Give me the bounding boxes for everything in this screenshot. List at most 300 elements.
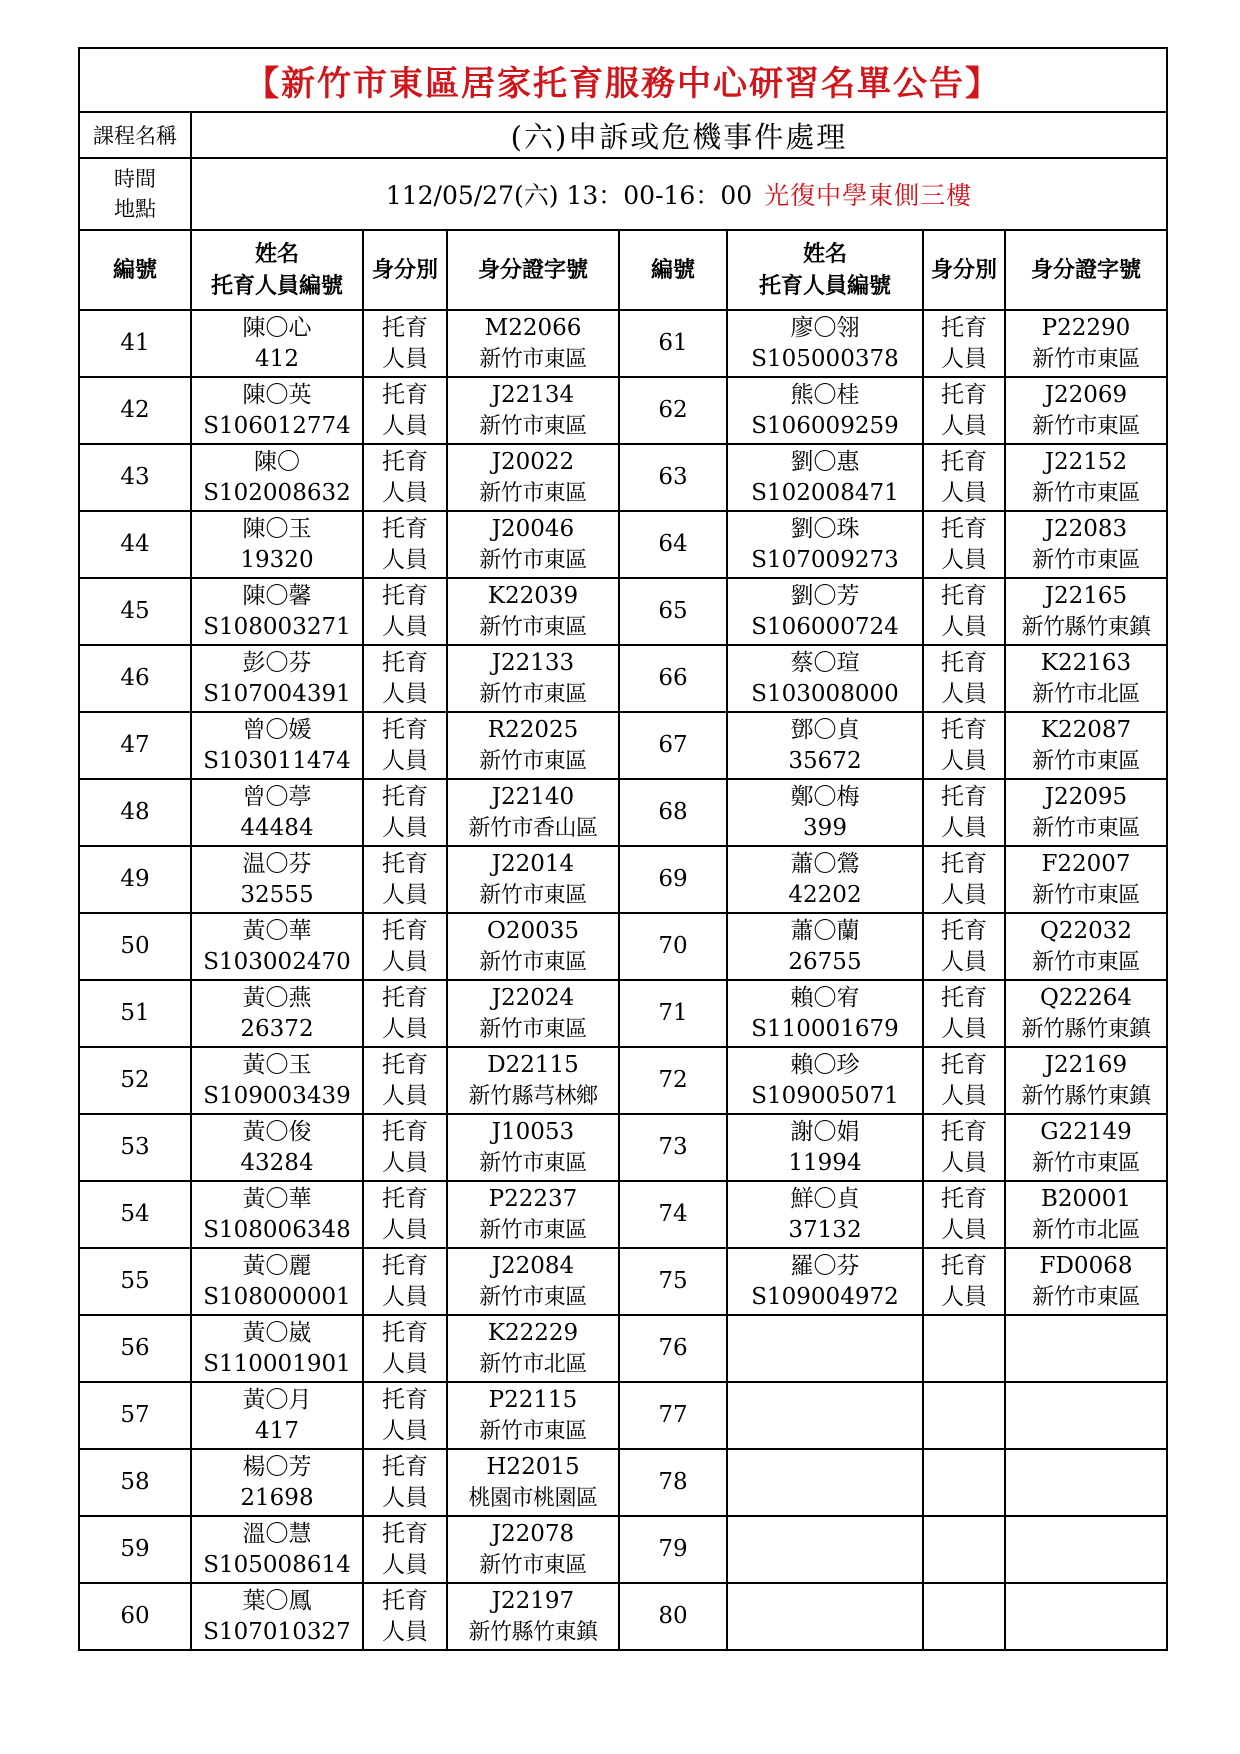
schedule-label (79, 158, 191, 230)
entry-name-name: 賴〇珍 (790, 1051, 860, 1078)
entry-number (619, 1315, 727, 1382)
entry-role-role1: 托育 (382, 381, 428, 408)
entry-number-no: 65 (658, 598, 688, 624)
entry-name-name: 葉〇鳳 (242, 1587, 312, 1614)
entry-id-id: M22066 (484, 314, 582, 341)
entry-id-id: J20046 (491, 515, 575, 542)
entry-role (363, 1382, 447, 1449)
entry-id (447, 1047, 619, 1114)
entry-id-id: J22134 (491, 381, 575, 408)
entry-name-code: 26372 (240, 1015, 314, 1042)
entry-role-role2: 人員 (941, 613, 987, 640)
entry-name-code: 35672 (788, 747, 862, 774)
entry-number-no: 72 (658, 1067, 688, 1093)
entry-role (363, 377, 447, 444)
entry-name (727, 1516, 923, 1583)
entry-role-role1: 托育 (941, 649, 987, 676)
entry-role-role1: 托育 (382, 448, 428, 475)
table-row (79, 913, 1167, 980)
page-title: 【新竹市東區居家托育服務中心研習名單公告】 (79, 48, 1167, 112)
table-row (79, 712, 1167, 779)
entry-role (923, 377, 1005, 444)
table-row (79, 1047, 1167, 1114)
table-row (79, 1382, 1167, 1449)
entry-role-role2: 人員 (941, 881, 987, 908)
entry-role-role1: 托育 (941, 984, 987, 1011)
entry-role-role1: 托育 (941, 917, 987, 944)
entry-id-area: 新竹縣竹東鎮 (468, 1619, 598, 1645)
entry-role (923, 913, 1005, 980)
entry-number-no: 53 (120, 1134, 150, 1160)
entry-number (79, 712, 191, 779)
entry-id-area: 桃園市桃園區 (468, 1485, 598, 1511)
entry-number (619, 1181, 727, 1248)
entry-id-area: 新竹市東區 (479, 1284, 587, 1310)
entry-name-name: 蕭〇鶯 (790, 850, 860, 877)
entry-id-area: 新竹市東區 (479, 681, 587, 707)
entry-role (363, 1516, 447, 1583)
entry-number-no: 66 (658, 665, 688, 691)
entry-name-name: 黃〇玉 (242, 1051, 312, 1078)
entry-name-name: 廖〇翎 (790, 314, 860, 341)
entry-id-area: 新竹市東區 (1032, 882, 1140, 908)
entry-id-area: 新竹市東區 (479, 1217, 587, 1243)
entry-id (447, 913, 619, 980)
entry-name-code: S107009273 (751, 546, 899, 573)
entry-id-area: 新竹市東區 (479, 748, 587, 774)
entry-name-code: 11994 (788, 1149, 862, 1176)
entry-name-name: 黃〇月 (242, 1386, 312, 1413)
entry-name-code: S108000001 (203, 1283, 351, 1310)
entry-name (191, 310, 363, 377)
entry-name-code: S109004972 (751, 1283, 899, 1310)
entry-role-role2: 人員 (382, 1015, 428, 1042)
entry-role-role2: 人員 (941, 1283, 987, 1310)
header-no: 編號 (79, 230, 191, 310)
entry-name (191, 511, 363, 578)
entry-number (619, 645, 727, 712)
entry-name (727, 1583, 923, 1650)
entry-name-name: 黃〇俊 (242, 1118, 312, 1145)
entry-id-area: 新竹市東區 (479, 1016, 587, 1042)
entry-id (1005, 1449, 1167, 1516)
entry-id (1005, 1047, 1167, 1114)
entry-role-role2: 人員 (382, 1283, 428, 1310)
entry-id-id: R22025 (487, 716, 579, 743)
entry-role (363, 578, 447, 645)
entry-name (727, 1047, 923, 1114)
entry-number (619, 913, 727, 980)
entry-role (363, 913, 447, 980)
entry-role-role1: 托育 (382, 1252, 428, 1279)
entry-id (447, 1583, 619, 1650)
entry-id-id: F22007 (1041, 850, 1131, 877)
entry-id (447, 310, 619, 377)
entry-role-role1: 托育 (382, 716, 428, 743)
entry-id (447, 1248, 619, 1315)
entry-number (619, 310, 727, 377)
entry-role-role1: 托育 (941, 448, 987, 475)
entry-role (363, 444, 447, 511)
entry-id-area: 新竹市東區 (1032, 547, 1140, 573)
entry-role-role2: 人員 (382, 1618, 428, 1645)
entry-number (79, 1516, 191, 1583)
entry-id-id: J22014 (491, 850, 575, 877)
entry-role (923, 511, 1005, 578)
entry-name-name: 劉〇珠 (790, 515, 860, 542)
entry-role (363, 1248, 447, 1315)
entry-name (727, 1382, 923, 1449)
entry-role-role2: 人員 (382, 680, 428, 707)
entry-role-role1: 托育 (382, 984, 428, 1011)
entry-name-name: 陳〇英 (242, 381, 312, 408)
entry-role-role2: 人員 (941, 1082, 987, 1109)
entry-name (727, 377, 923, 444)
entry-name (727, 444, 923, 511)
entry-role-role2: 人員 (941, 345, 987, 372)
entry-number-no: 60 (120, 1603, 150, 1629)
entry-id (1005, 444, 1167, 511)
entry-id-area: 新竹市東區 (479, 547, 587, 573)
entry-role-role2: 人員 (941, 1216, 987, 1243)
entry-number-no: 76 (658, 1335, 688, 1361)
entry-id (447, 511, 619, 578)
entry-name (727, 712, 923, 779)
entry-name-code: 37132 (788, 1216, 862, 1243)
entry-id (1005, 1114, 1167, 1181)
location-label: 地點 (114, 197, 156, 221)
entry-role (363, 980, 447, 1047)
entry-name-name: 劉〇芳 (790, 582, 860, 609)
entry-role-role2: 人員 (941, 546, 987, 573)
entry-role-role1: 托育 (941, 1051, 987, 1078)
entry-number (619, 1047, 727, 1114)
entry-name (191, 980, 363, 1047)
entry-number (79, 1114, 191, 1181)
entry-id-area: 新竹市東區 (479, 1418, 587, 1444)
entry-number-no: 75 (658, 1268, 688, 1294)
entry-id-id: J10053 (491, 1118, 575, 1145)
entry-number-no: 47 (120, 732, 150, 758)
entry-id-id: FD0068 (1039, 1252, 1133, 1279)
entry-id-id: H22015 (486, 1453, 580, 1480)
entry-number (619, 980, 727, 1047)
entry-id (1005, 846, 1167, 913)
entry-name (727, 578, 923, 645)
entry-role (923, 1248, 1005, 1315)
entry-number (79, 1047, 191, 1114)
entry-id-area: 新竹市東區 (1032, 1284, 1140, 1310)
entry-number-no: 49 (120, 866, 150, 892)
entry-number-no: 48 (120, 799, 150, 825)
entry-name-code: S108006348 (203, 1216, 351, 1243)
entry-id (447, 578, 619, 645)
entry-name-code: 19320 (240, 546, 314, 573)
entry-number-no: 80 (658, 1603, 688, 1629)
entry-role (923, 310, 1005, 377)
entry-name-name: 鄧〇貞 (790, 716, 860, 743)
entry-number (79, 377, 191, 444)
entry-name (191, 444, 363, 511)
entry-role-role1: 托育 (382, 1319, 428, 1346)
entry-role-role2: 人員 (382, 1484, 428, 1511)
entry-number-no: 68 (658, 799, 688, 825)
entry-id (447, 1315, 619, 1382)
entry-id (447, 444, 619, 511)
entry-number (619, 1516, 727, 1583)
entry-role-role1: 托育 (382, 649, 428, 676)
entry-name-code: S106012774 (203, 412, 351, 439)
entry-name-code: S102008471 (751, 479, 899, 506)
column-header-row (79, 230, 1167, 310)
entry-role-role1: 托育 (382, 1453, 428, 1480)
entry-role-role2: 人員 (941, 1149, 987, 1176)
entry-number (619, 1449, 727, 1516)
entry-id-area: 新竹市東區 (1032, 1150, 1140, 1176)
entry-id-id: J22165 (1044, 582, 1128, 609)
entry-role (363, 310, 447, 377)
entry-number-no: 74 (658, 1201, 688, 1227)
header-name (191, 230, 363, 310)
entry-role-role1: 托育 (382, 1587, 428, 1614)
entry-number-no: 77 (658, 1402, 688, 1428)
entry-role (923, 1516, 1005, 1583)
entry-name-code: S110001901 (203, 1350, 351, 1377)
entry-role-role2: 人員 (941, 479, 987, 506)
entry-id-id: K22039 (487, 582, 579, 609)
entry-number-no: 79 (658, 1536, 688, 1562)
entry-id (1005, 1181, 1167, 1248)
entry-id-id: J22133 (491, 649, 575, 676)
entry-name (727, 1114, 923, 1181)
table-row (79, 1449, 1167, 1516)
table-row (79, 1583, 1167, 1650)
entry-name-code: S107004391 (203, 680, 351, 707)
entry-role-role1: 托育 (941, 314, 987, 341)
entry-name-code: S106000724 (751, 613, 899, 640)
entry-role-role1: 托育 (382, 850, 428, 877)
entry-role-role2: 人員 (382, 1082, 428, 1109)
entry-role (363, 712, 447, 779)
entry-id-area: 新竹市東區 (479, 882, 587, 908)
entry-role (923, 846, 1005, 913)
entry-id-area: 新竹市東區 (479, 346, 587, 372)
entry-name (191, 377, 363, 444)
entry-id (447, 846, 619, 913)
entry-id (1005, 1315, 1167, 1382)
entry-role-role1: 托育 (382, 1386, 428, 1413)
entry-id-area: 新竹市東區 (1032, 815, 1140, 841)
entry-number-no: 54 (120, 1201, 150, 1227)
entry-id (1005, 310, 1167, 377)
entry-id-area: 新竹市東區 (1032, 949, 1140, 975)
entry-id (447, 1449, 619, 1516)
entry-number (619, 1114, 727, 1181)
entry-id (1005, 1382, 1167, 1449)
entry-role-role2: 人員 (382, 1551, 428, 1578)
entry-role (363, 779, 447, 846)
entry-number (79, 1181, 191, 1248)
entry-name-name: 鮮〇貞 (790, 1185, 860, 1212)
entry-name-name: 賴〇宥 (790, 984, 860, 1011)
entry-role-role2: 人員 (941, 412, 987, 439)
entry-id-id: K22163 (1040, 649, 1132, 676)
entry-role-role2: 人員 (941, 680, 987, 707)
entry-role (363, 1449, 447, 1516)
entry-role-role2: 人員 (382, 546, 428, 573)
entry-name-name: 謝〇娟 (790, 1118, 860, 1145)
entry-id (1005, 377, 1167, 444)
entry-number-no: 57 (120, 1402, 150, 1428)
entry-number-no: 51 (120, 1000, 150, 1026)
entry-name-name: 蔡〇瑄 (790, 649, 860, 676)
entry-number (619, 712, 727, 779)
entry-name (727, 511, 923, 578)
entry-role-role2: 人員 (382, 613, 428, 640)
entry-number (79, 511, 191, 578)
entry-id-id: J22024 (491, 984, 575, 1011)
entry-name (727, 1181, 923, 1248)
entry-name (727, 779, 923, 846)
entry-role (923, 1382, 1005, 1449)
entry-name (191, 913, 363, 980)
table-row (79, 1516, 1167, 1583)
entry-id-area: 新竹市北區 (1032, 1217, 1140, 1243)
entry-id (1005, 1583, 1167, 1650)
entry-name-name: 陳〇 (254, 448, 300, 475)
entry-number (619, 1583, 727, 1650)
entry-name (191, 1382, 363, 1449)
course-label: 課程名稱 (79, 112, 191, 158)
entry-name-code: S109005071 (751, 1082, 899, 1109)
entry-number-no: 46 (120, 665, 150, 691)
entry-name (191, 1248, 363, 1315)
entry-name (191, 1315, 363, 1382)
entry-name (727, 846, 923, 913)
entry-number-no: 59 (120, 1536, 150, 1562)
entry-name-name: 鄭〇梅 (790, 783, 860, 810)
entry-name-code: 417 (255, 1417, 299, 1444)
entry-name-name: 黃〇崴 (242, 1319, 312, 1346)
header-name (727, 230, 923, 310)
entry-role (363, 1181, 447, 1248)
entry-id-area: 新竹市東區 (479, 413, 587, 439)
entry-id-id: J22083 (1044, 515, 1128, 542)
entry-id-area: 新竹市東區 (1032, 748, 1140, 774)
entry-id-id: Q22032 (1039, 917, 1133, 944)
entry-id (1005, 578, 1167, 645)
entry-id (1005, 913, 1167, 980)
entry-id-id: P22290 (1041, 314, 1131, 341)
table-row (79, 444, 1167, 511)
entry-name (727, 1248, 923, 1315)
entry-number-no: 55 (120, 1268, 150, 1294)
entry-id-area: 新竹縣竹東鎮 (1021, 614, 1151, 640)
entry-role-role1: 托育 (382, 783, 428, 810)
entry-number-no: 61 (658, 330, 688, 356)
entry-role-role1: 托育 (382, 917, 428, 944)
entry-number-no: 45 (120, 598, 150, 624)
entry-id-id: J22169 (1044, 1051, 1128, 1078)
entry-number-no: 50 (120, 933, 150, 959)
entry-id-area: 新竹市東區 (479, 614, 587, 640)
entry-name (191, 1583, 363, 1650)
entry-name-code: S107010327 (203, 1618, 351, 1645)
entry-id (447, 377, 619, 444)
entry-role (363, 1114, 447, 1181)
entry-id-id: K22229 (487, 1319, 579, 1346)
entry-id (1005, 779, 1167, 846)
entry-id-area: 新竹縣竹東鎮 (1021, 1016, 1151, 1042)
entry-name (191, 1114, 363, 1181)
entry-number (619, 779, 727, 846)
table-row (79, 1315, 1167, 1382)
entry-number-no: 71 (658, 1000, 688, 1026)
header-id: 身分證字號 (447, 230, 619, 310)
entry-name-code: 32555 (240, 881, 314, 908)
entry-name (191, 1449, 363, 1516)
entry-id (447, 1516, 619, 1583)
entry-role-role2: 人員 (382, 1149, 428, 1176)
entry-id-id: D22115 (487, 1051, 579, 1078)
entry-role-role1: 托育 (382, 515, 428, 542)
entry-role (363, 1047, 447, 1114)
entry-id-id: J22069 (1044, 381, 1128, 408)
entry-number-no: 52 (120, 1067, 150, 1093)
entry-role-role2: 人員 (382, 1350, 428, 1377)
entry-id-area: 新竹市東區 (479, 480, 587, 506)
entry-id-id: J22197 (491, 1587, 575, 1614)
entry-id-id: J22078 (491, 1520, 575, 1547)
entry-name-code: S105008614 (203, 1551, 351, 1578)
entry-name (727, 1315, 923, 1382)
entry-name-code: 412 (255, 345, 299, 372)
entry-id (1005, 980, 1167, 1047)
entry-number (619, 444, 727, 511)
entry-role (923, 1181, 1005, 1248)
entry-name-name: 羅〇芬 (790, 1252, 860, 1279)
entry-number (619, 578, 727, 645)
entry-name (727, 645, 923, 712)
entry-role-role2: 人員 (941, 814, 987, 841)
entry-name-code: S106009259 (751, 412, 899, 439)
entry-name-name: 曾〇葶 (242, 783, 312, 810)
entry-role-role2: 人員 (941, 1015, 987, 1042)
table-row (79, 310, 1167, 377)
table-row (79, 578, 1167, 645)
entry-name-name: 溫〇慧 (242, 1520, 312, 1547)
entry-number (79, 310, 191, 377)
entry-name-code: 26755 (788, 948, 862, 975)
entry-role-role2: 人員 (382, 412, 428, 439)
table-row (79, 779, 1167, 846)
entry-id (447, 980, 619, 1047)
entry-number-no: 41 (120, 330, 150, 356)
entry-role-role1: 托育 (941, 1185, 987, 1212)
entry-number-no: 62 (658, 397, 688, 423)
entry-role (923, 1449, 1005, 1516)
entry-id-area: 新竹市東區 (479, 1552, 587, 1578)
entry-name-name: 陳〇馨 (242, 582, 312, 609)
entry-number-no: 70 (658, 933, 688, 959)
entry-role (923, 1315, 1005, 1382)
entry-name-code: S110001679 (751, 1015, 899, 1042)
header-no: 編號 (619, 230, 727, 310)
entry-number (619, 377, 727, 444)
entry-id (447, 1181, 619, 1248)
entry-number (79, 1248, 191, 1315)
table-row (79, 1181, 1167, 1248)
